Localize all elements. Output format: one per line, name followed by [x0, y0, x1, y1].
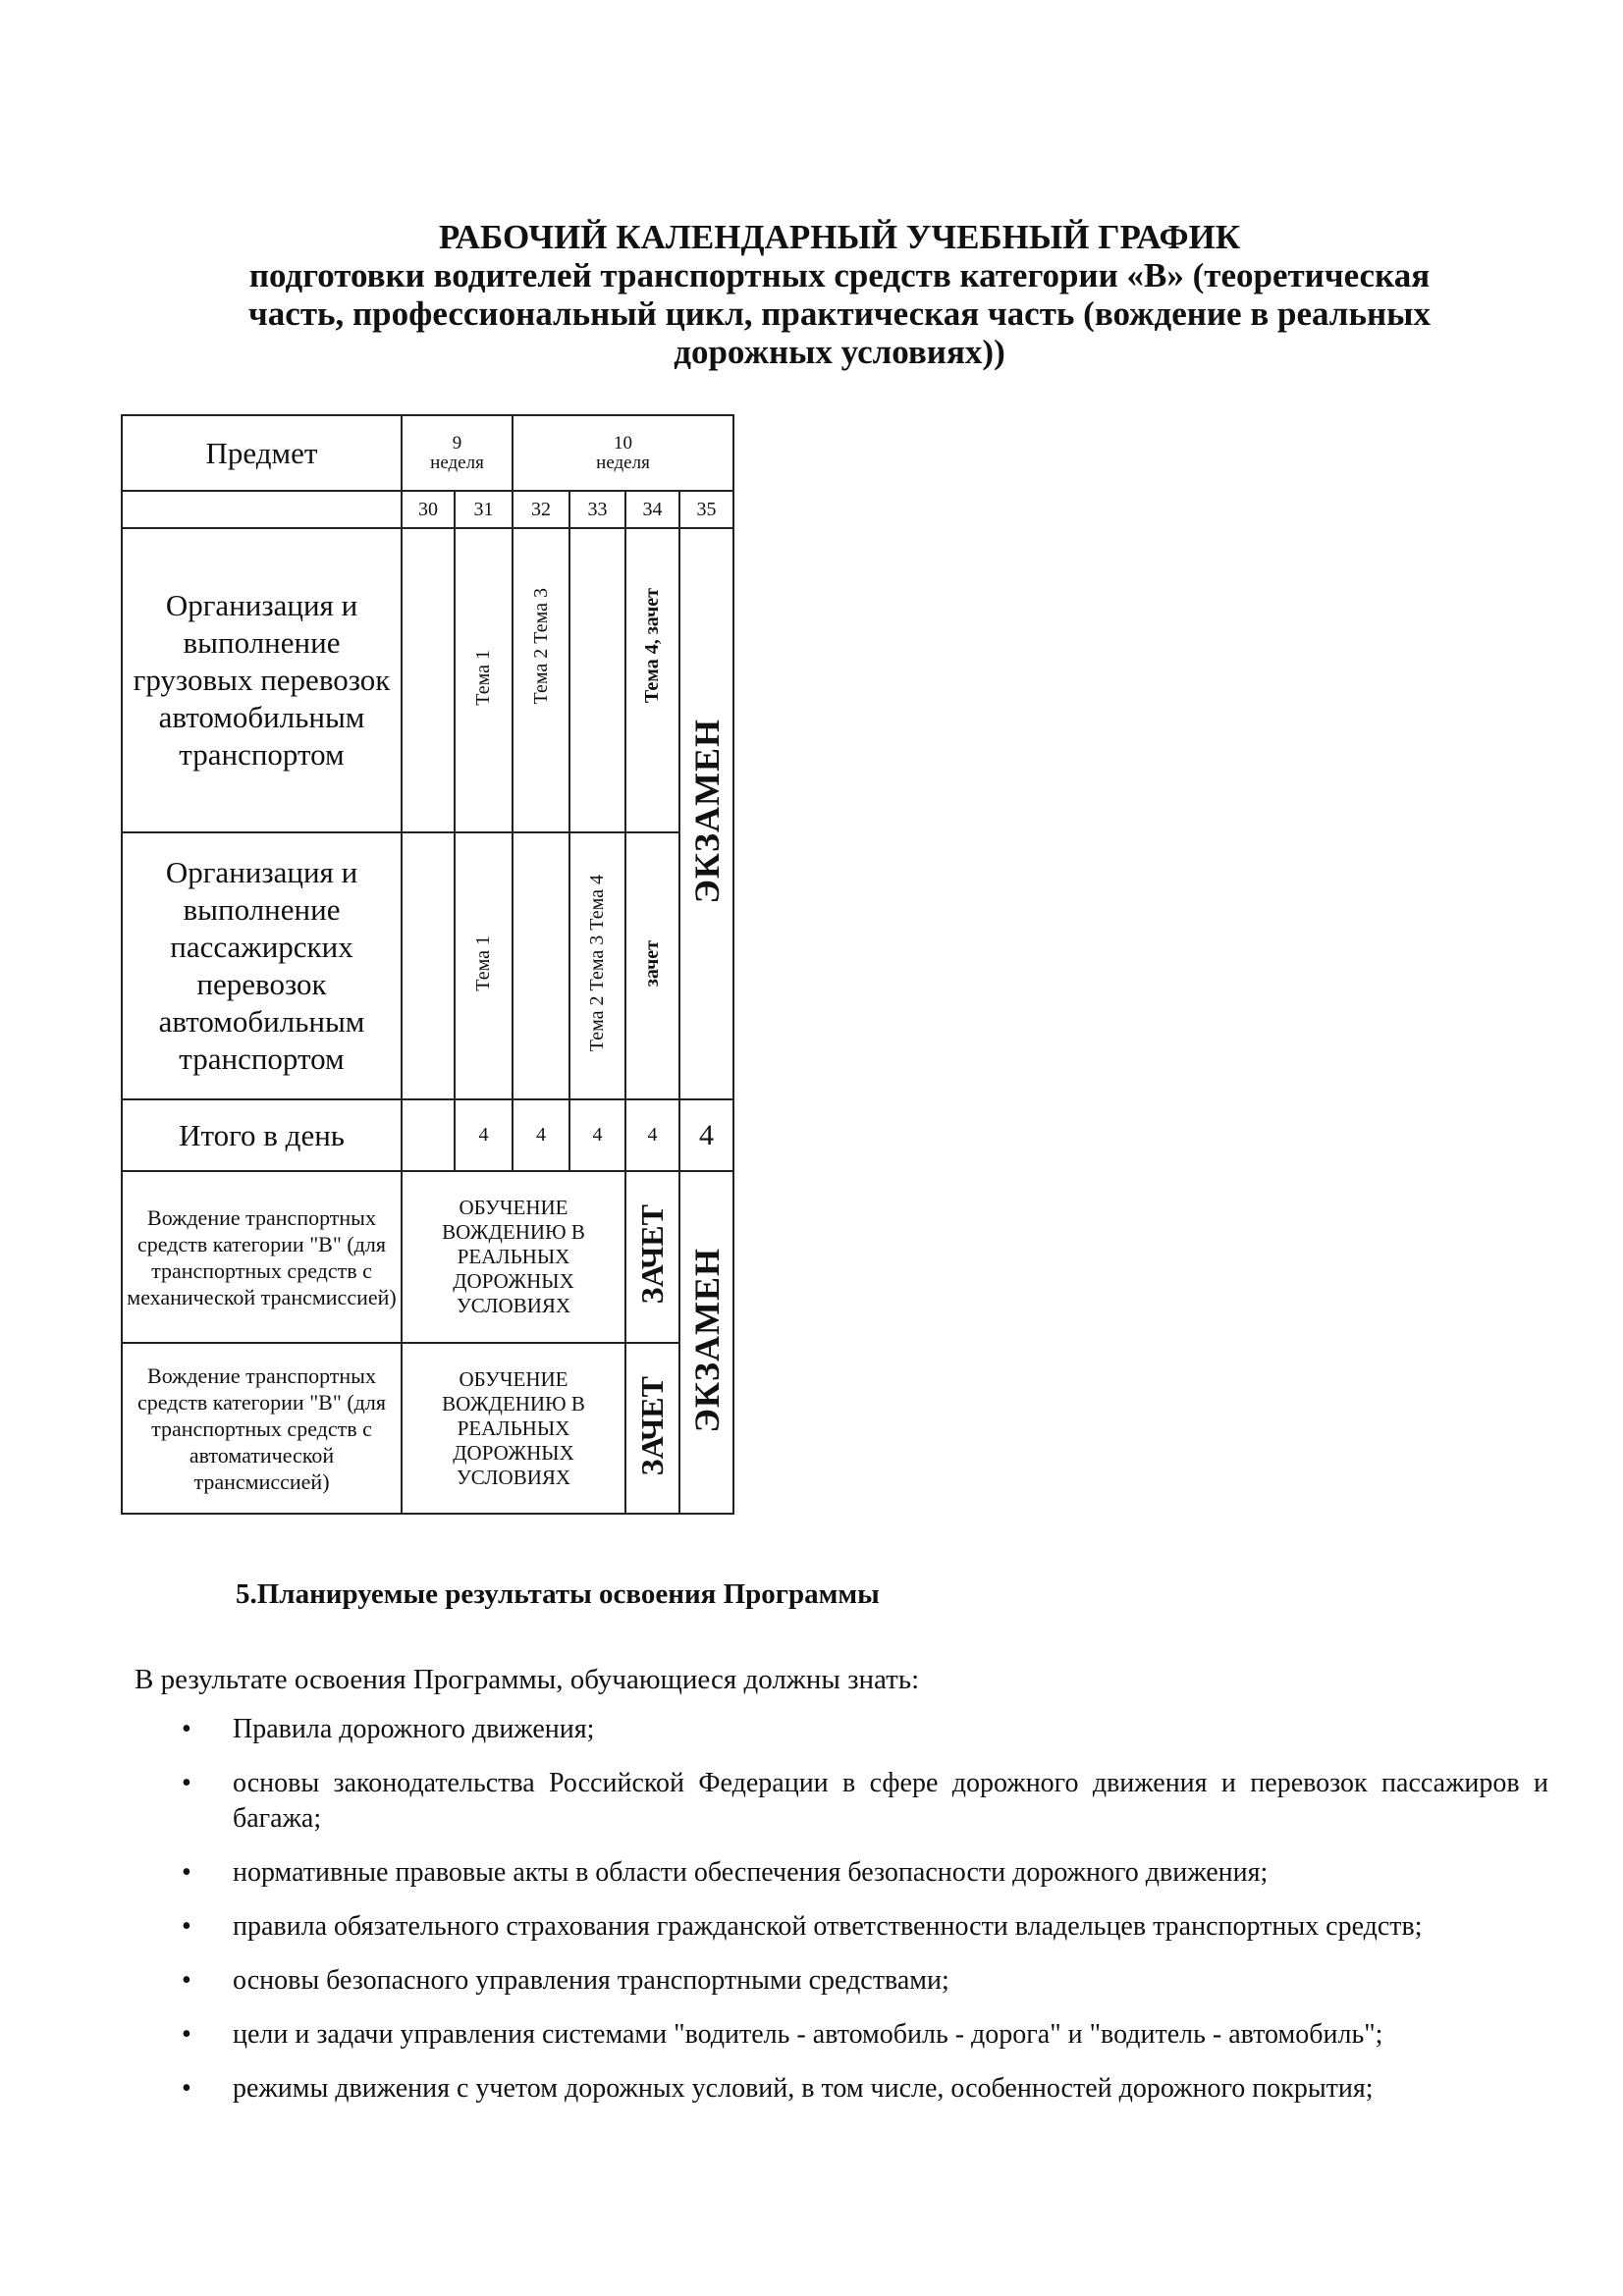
cell-day-33 [569, 832, 625, 1099]
list-item [135, 1963, 1548, 1999]
driving-training-automatic [402, 1343, 625, 1514]
day-number: 33 [569, 491, 625, 528]
section-intro: В результате освоения Программы, обучающиеся должны знать: [135, 1664, 920, 1695]
results-list [135, 1712, 1548, 2125]
cell-day-34 [625, 832, 679, 1099]
list-item-text: основы безопасного управления транспортными средствами; [233, 1965, 949, 1996]
bullet: • [182, 2073, 191, 2104]
list-item-text: правила обязательного страхования гражданской ответственности владельцев транспортных средств; [233, 1911, 1423, 1942]
cell-day-34 [625, 528, 679, 832]
total-value: 4 [625, 1099, 679, 1171]
total-label: Итого в день [122, 1099, 402, 1171]
total-value: 4 [513, 1099, 569, 1171]
credit-cell-manual [625, 1171, 679, 1343]
cell-day-33 [569, 528, 625, 832]
cell-day-30 [402, 832, 455, 1099]
cell-day-32 [513, 832, 569, 1099]
list-item [135, 1855, 1548, 1891]
subject-row-passenger [122, 832, 733, 1099]
total-value [402, 1099, 455, 1171]
bullet: • [182, 1965, 191, 1996]
topic-label: Тема 1 [472, 650, 494, 706]
day-number: 32 [513, 491, 569, 528]
list-item-text: основы законодательства Российской Федерации в сфере дорожного движения и перевозок пассажиров и багажа; [233, 1768, 1548, 1834]
title-line-2: подготовки водителей транспортных средств категории «В» (теоретическая [248, 256, 1431, 294]
topic-label: Тема 1 [472, 935, 494, 991]
schedule-table [121, 414, 734, 1515]
driving-row-manual [122, 1171, 733, 1343]
bullet: • [182, 1714, 191, 1744]
day-number: 30 [402, 491, 455, 528]
cell-day-31 [455, 832, 513, 1099]
training-text: ОБУЧЕНИЕ ВОЖДЕНИЮ В РЕАЛЬНЫХ ДОРОЖНЫХ УСЛОВИЯХ [442, 1366, 585, 1489]
list-item [135, 1909, 1548, 1945]
day-number: 35 [679, 491, 733, 528]
list-item-text: Правила дорожного движения; [233, 1714, 595, 1744]
week-10-header [513, 415, 733, 491]
list-item [135, 2017, 1548, 2053]
training-text: ОБУЧЕНИЕ ВОЖДЕНИЮ В РЕАЛЬНЫХ ДОРОЖНЫХ УСЛОВИЯХ [442, 1196, 585, 1317]
credit-label: ЗАЧЕТ [634, 1375, 670, 1476]
credit-label: ЗАЧЕТ [634, 1204, 670, 1305]
topic-label: Тема 4, зачет [641, 588, 663, 704]
cell-day-30 [402, 528, 455, 832]
list-item-text: цели и задачи управления системами "водитель - автомобиль - дорога" и "водитель - автомобиль"; [233, 2019, 1383, 2050]
title-line-1: РАБОЧИЙ КАЛЕНДАРНЫЙ УЧЕБНЫЙ ГРАФИК [438, 218, 1241, 256]
list-item-text: нормативные правовые акты в области обеспечения безопасности дорожного движения; [233, 1857, 1269, 1888]
credit-cell-automatic [625, 1343, 679, 1514]
list-item [135, 2071, 1548, 2107]
cell-day-31 [455, 528, 513, 832]
week-9-label: неделя [430, 452, 484, 473]
header-row-weeks [122, 415, 733, 491]
title-line-4: дорожных условиях)) [674, 333, 1005, 371]
title-line-3: часть, профессиональный цикл, практическая часть (вождение в реальных [248, 294, 1431, 333]
subject-header: Предмет [122, 415, 402, 491]
day-number: 34 [625, 491, 679, 528]
topic-label: зачет [641, 939, 663, 988]
week-9-header [402, 415, 513, 491]
total-value: 4 [679, 1099, 733, 1171]
header-row-days [122, 491, 733, 528]
week-9-number: 9 [452, 432, 462, 454]
bullet: • [182, 2019, 191, 2050]
day-number: 31 [455, 491, 513, 528]
subject-driving-manual: Вождение транспортных средств категории "В" (для транспортных средств с механической трансмиссией) [122, 1171, 402, 1343]
topic-label: Тема 2 Тема 3 Тема 4 [586, 875, 608, 1052]
subject-passenger: Организация и выполнение пассажирских перевозок автомобильным транспортом [122, 832, 402, 1099]
topic-label: Тема 2 Тема 3 [529, 588, 552, 705]
bullet: • [182, 1857, 191, 1888]
subject-driving-automatic: Вождение транспортных средств категории "В" (для транспортных средств с автоматической трансмиссией) [122, 1343, 402, 1514]
section-title: 5.Планируемые результаты освоения Программы [236, 1578, 880, 1610]
driving-training-manual [402, 1171, 625, 1343]
total-value: 4 [455, 1099, 513, 1171]
bullet: • [182, 1768, 191, 1798]
week-10-number: 10 [614, 432, 632, 454]
driving-exam-label: ЭКЗАМЕН [686, 1247, 727, 1433]
week-10-label: неделя [596, 452, 650, 473]
bullet: • [182, 1911, 191, 1942]
document-title [147, 218, 1532, 371]
total-value: 4 [569, 1099, 625, 1171]
exam-cell [679, 528, 733, 1099]
total-row [122, 1099, 733, 1171]
list-item [135, 1766, 1548, 1837]
driving-row-automatic [122, 1343, 733, 1514]
subject-cargo: Организация и выполнение грузовых перевозок автомобильным транспортом [122, 528, 402, 832]
cell-day-32 [513, 528, 569, 832]
list-item [135, 1712, 1548, 1747]
day-header-empty [122, 491, 402, 528]
exam-label: ЭКЗАМЕН [686, 719, 727, 904]
subject-row-cargo [122, 528, 733, 832]
list-item-text: режимы движения с учетом дорожных условий, в том числе, особенностей дорожного покрытия; [233, 2073, 1374, 2104]
driving-exam-cell [679, 1171, 733, 1514]
